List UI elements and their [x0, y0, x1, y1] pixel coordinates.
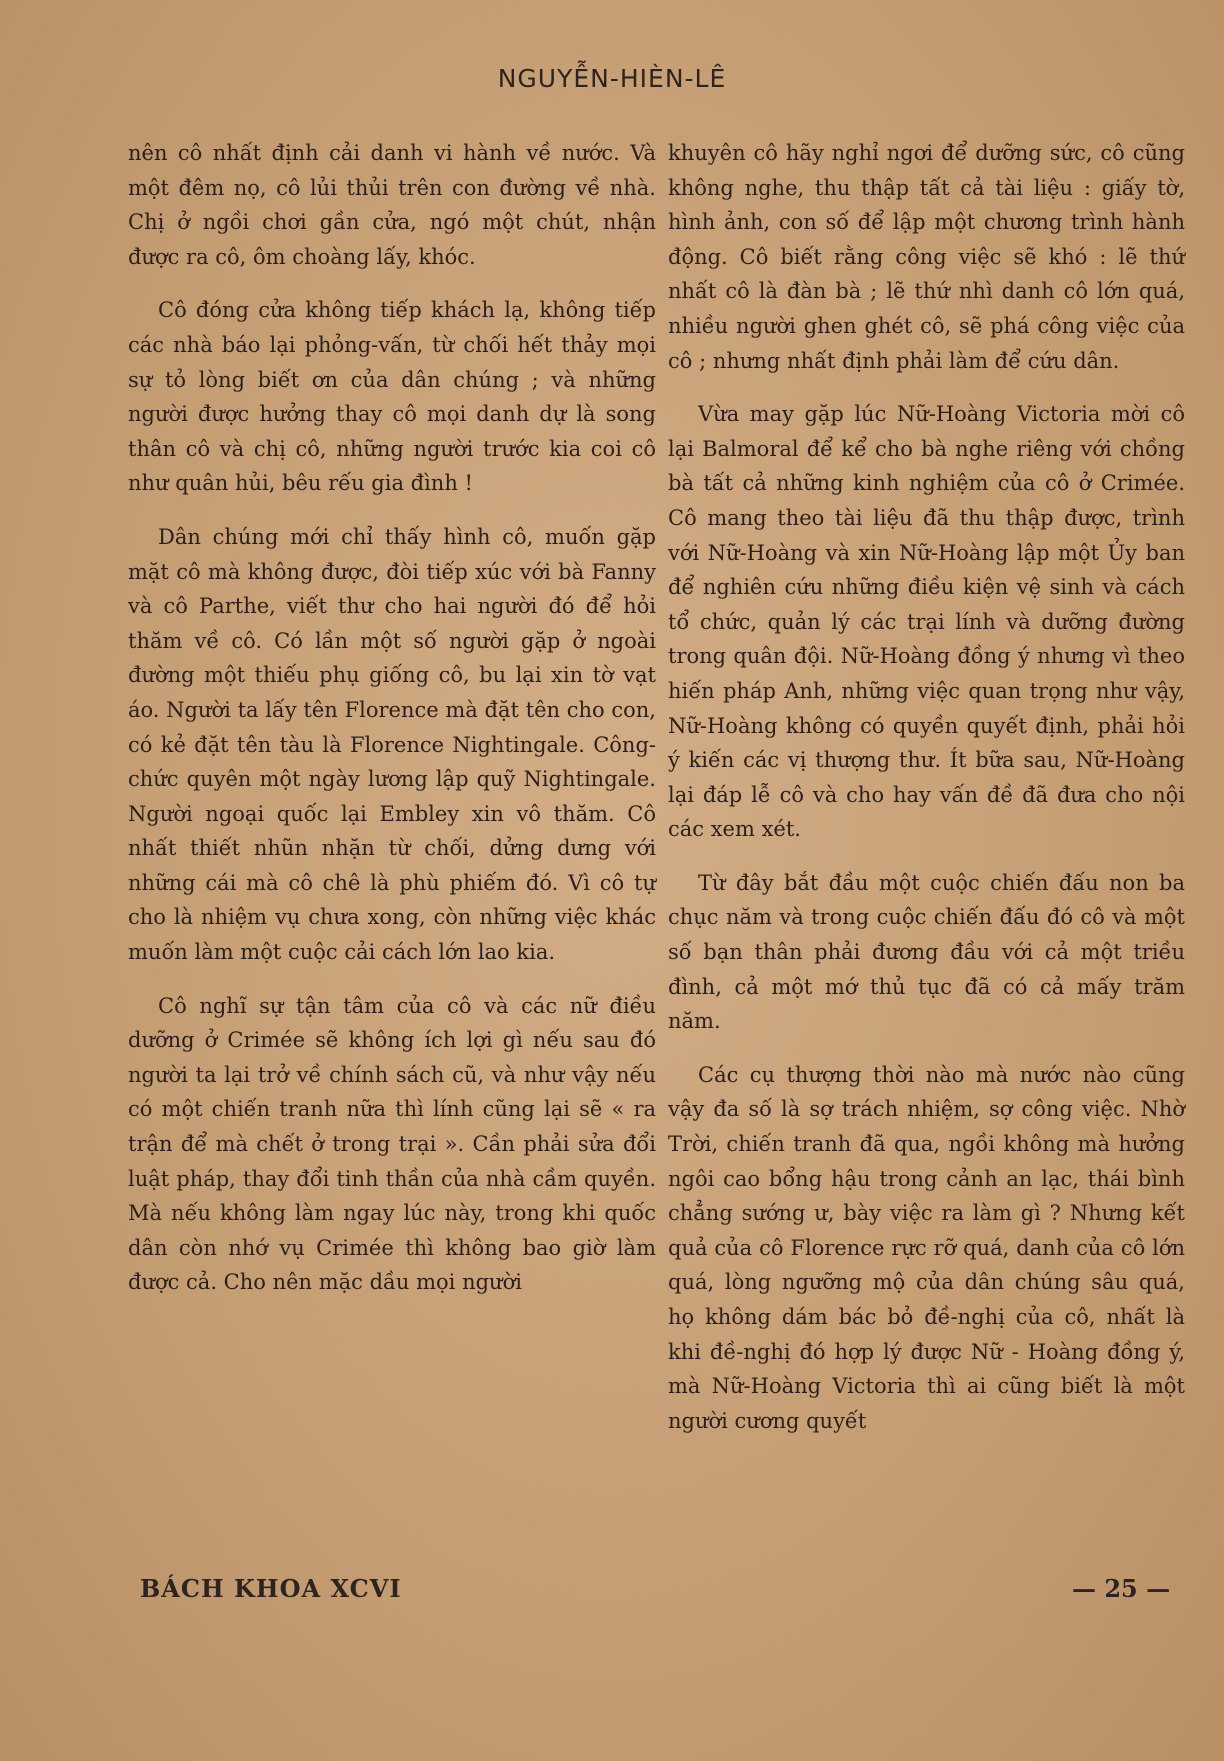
paragraph: Cô nghĩ sự tận tâm của cô và các nữ điều dưỡng ở Crimée sẽ không ích lợi gì nếu sau đó người ta lại trở về chính sách cũ, và như vậy nếu có một chiến tranh nữa thì lính cũng lại sẽ « ra trận để mà chết ở trong trại ». Cần phải sửa đổi luật pháp, thay đổi tinh thần của nhà cầm quyền. Mà nếu không làm ngay lúc này, trong khi quốc dân còn nhớ vụ Crimée thì không bao giờ làm được cả. Cho nên mặc dầu mọi người	[128, 993, 656, 1295]
paragraph: nên cô nhất định cải danh vi hành về nước. Và một đêm nọ, cô lủi thủi trên con đường về nhà. Chị ở ngồi chơi gần cửa, ngó một chút, nhận được ra cô, ôm choàng lấy, khóc.	[128, 141, 656, 269]
right-column	[668, 136, 1185, 1457]
paragraph: Dân chúng mới chỉ thấy hình cô, muốn gặp mặt cô mà không được, đòi tiếp xúc với bà Fanny và cô Parthe, viết thư cho hai người đó để hỏi thăm về cô. Có lần một số người gặp ở ngoài đường một thiếu phụ giống cô, bu lại xin tờ vạt áo. Người ta lấy tên Florence mà đặt tên cho con, có kẻ đặt tên tàu là Florence Nightingale. Công-chức quyên một ngày lương lập quỹ Nightingale. Người ngoại quốc lại Embley xin vô thăm. Cô nhất thiết nhũn nhặn từ chối, dửng dưng với những cái mà cô chê là phù phiếm đó. Vì cô tự cho là nhiệm vụ chưa xong, còn những việc khác muốn làm một cuộc cải cách lớn lao kia.	[128, 524, 656, 965]
page-number: — 25 —	[1072, 1574, 1171, 1603]
paragraph: Cô đóng cửa không tiếp khách lạ, không tiếp các nhà báo lại phỏng-vấn, từ chối hết thảy mọi sự tỏ lòng biết ơn của dân chúng ; và những người được hưởng thay cô mọi danh dự là song thân cô và chị cô, những người trước kia coi cô như quân hủi, bêu rếu gia đình !	[128, 298, 656, 496]
running-head: NGUYỄN-HIÈN-LÊ	[497, 64, 727, 93]
paragraph: Vừa may gặp lúc Nữ-Hoàng Victoria mời cô lại Balmoral để kể cho bà nghe riêng với chồng bà tất cả những kinh nghiệm của cô ở Crimée. Cô mang theo tài liệu đã thu thập được, trình với Nữ-Hoàng và xin Nữ-Hoàng lập một Ủy ban để nghiên cứu những điều kiện vệ sinh và cách tổ chức, quản lý các trại lính và dưỡng đường trong quân đội. Nữ-Hoàng đồng ý nhưng vì theo hiến pháp Anh, những việc quan trọng như vậy, Nữ-Hoàng không có quyền quyết định, phải hỏi ý kiến các vị thượng thư. Ít bữa sau, Nữ-Hoàng lại đáp lễ cô và cho hay vấn đề đã đưa cho nội các xem xét.	[668, 402, 1185, 842]
paragraph: Các cụ thượng thời nào mà nước nào cũng vậy đa số là sợ trách nhiệm, sợ công việc. Nhờ Trời, chiến tranh đã qua, ngồi không mà hưởng ngôi cao bổng hậu trong cảnh an lạc, thái bình chẳng sướng ư, bày việc ra làm gì ? Nhưng kết quả của cô Florence rực rỡ quá, danh của cô lớn quá, lòng ngưỡng mộ của dân chúng sâu quá, họ không dám bác bỏ đề-nghị của cô, nhất là khi đề-nghị đó hợp lý được Nữ - Hoàng đồng ý, mà Nữ-Hoàng Victoria thì ai cũng biết là một người cương quyết	[668, 1062, 1185, 1433]
magazine-footer: BÁCH KHOA XCVI	[140, 1574, 402, 1603]
paragraph: Từ đây bắt đầu một cuộc chiến đấu non ba chục năm và trong cuộc chiến đấu đó cô và một số bạn thân phải đương đầu với cả một triều đình, cả một mớ thủ tục đã có cả mấy trăm năm.	[668, 870, 1185, 1034]
left-column	[128, 136, 656, 1319]
paragraph: khuyên cô hãy nghỉ ngơi để dưỡng sức, cô cũng không nghe, thu thập tất cả tài liệu : giấy tờ, hình ảnh, con số để lập một chương trình hành động. Cô biết rằng công việc sẽ khó : lẽ thứ nhất cô là đàn bà ; lẽ thứ nhì danh cô lớn quá, nhiều người ghen ghét cô, sẽ phá công việc của cô ; nhưng nhất định phải làm để cứu dân.	[668, 141, 1185, 373]
